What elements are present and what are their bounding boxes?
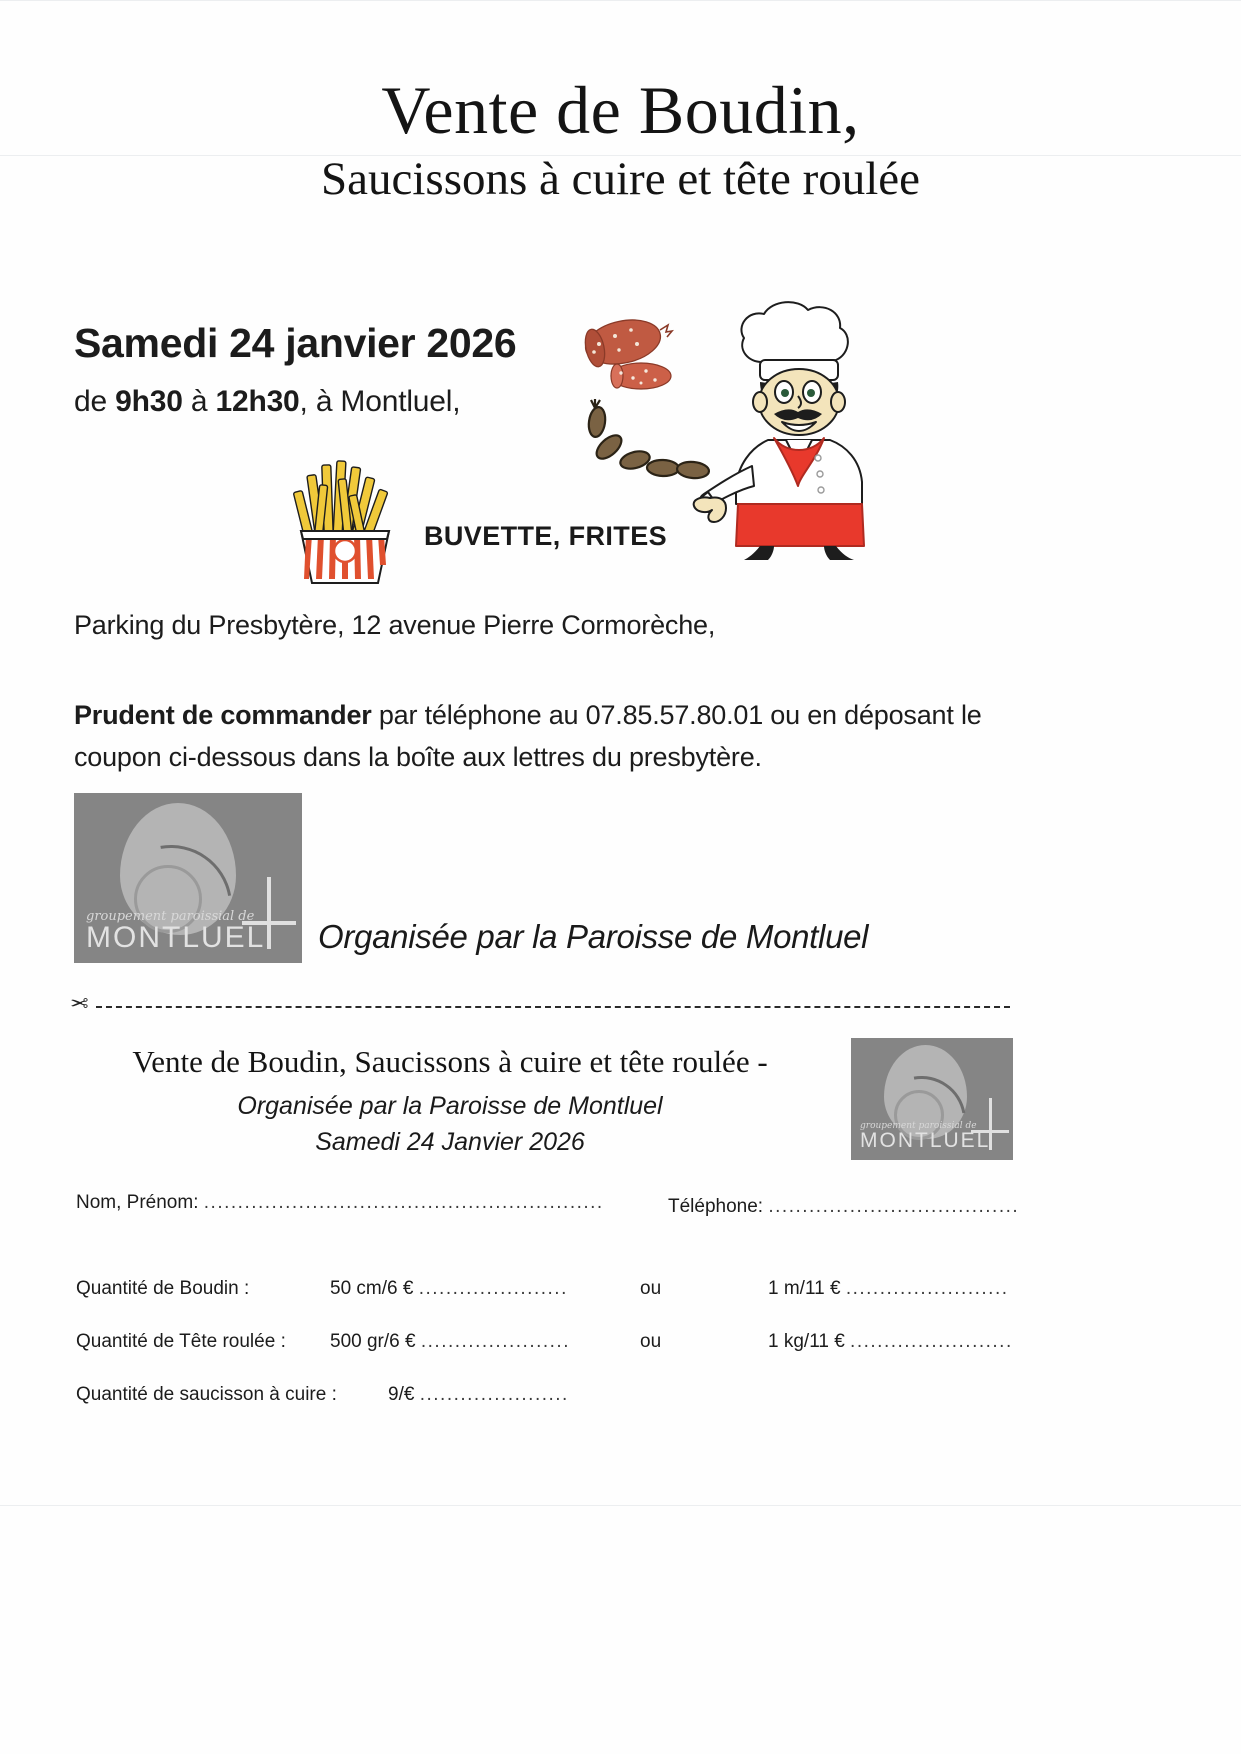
coupon-row-or: ou [640,1278,662,1299]
coupon-option-price: 500 gr/6 € [330,1331,416,1352]
coupon-name-dots: ........................................................... [203,1192,604,1213]
page-title: Vente de Boudin, [381,72,860,148]
logo-script-text: groupement paroissial de [86,909,255,924]
coupon-row-label: Quantité de Boudin : [76,1278,250,1299]
coupon-option-dots: ...................... [420,1331,570,1352]
coupon-option-price: 9/€ [388,1384,415,1405]
scissors-icon: ✂ [70,991,89,1016]
order-instructions [74,695,1034,779]
coupon-name-field[interactable] [76,1192,604,1214]
coupon-phone-field[interactable] [668,1196,1019,1218]
event-address: Parking du Presbytère, 12 avenue Pierre Cormorèche, [74,610,716,640]
page-subtitle: Saucissons à cuire et tête roulée [320,153,921,206]
poster-headline [0,72,1241,206]
coupon-row-option1[interactable] [330,1278,568,1300]
chef-illustration [690,290,950,560]
coupon-row-label: Quantité de Tête roulée : [76,1331,286,1352]
coupon-row-or: ou [640,1331,662,1352]
logo-script-text: groupement paroissial de [860,1121,977,1131]
order-instructions-emphasis: Prudent de commander [74,700,372,730]
fries-illustration [285,455,405,585]
coupon-option-price: 1 kg/11 € [768,1331,845,1352]
logo-name-text: MONTLUEL [86,921,266,954]
coupon-row-option2[interactable] [768,1278,1009,1300]
coupon-row-option1[interactable] [388,1384,569,1406]
event-date: Samedi 24 janvier 2026 [74,320,517,366]
coupon-option-dots: ...................... [418,1278,568,1299]
time-prefix: de [74,385,116,418]
coupon-row-label: Quantité de saucisson à cuire : [76,1384,337,1405]
cut-here-row [70,993,1010,1017]
coupon-name-label: Nom, Prénom: [76,1192,199,1213]
order-instructions-rest: par téléphone au 07.85.57.80.01 ou en déposant le coupon ci-dessous dans la boîte aux lettres du presbytère. [74,700,982,772]
time-start: 9h30 [115,385,183,418]
coupon-option-price: 50 cm/6 € [330,1278,414,1299]
coupon-title: Vente de Boudin, Saucissons à cuire et tête roulée - [132,1044,768,1079]
coupon-subtitle-date: Samedi 24 Janvier 2026 [315,1128,585,1156]
event-time-location [74,385,460,419]
organiser-line: Organisée par la Paroisse de Montluel [318,918,869,955]
time-end: 12h30 [215,385,300,418]
coupon-phone-dots: ..................................... [768,1196,1020,1217]
coupon-phone-label: Téléphone: [668,1196,764,1217]
scan-artifact-line [0,0,1241,1]
logo-name-text: MONTLUEL [860,1129,991,1152]
coupon-subtitle-organiser: Organisée par la Paroisse de Montluel [237,1092,663,1120]
coupon-option-dots: ........................ [845,1278,1009,1299]
parish-logo-coupon [851,1038,1013,1160]
buvette-label: BUVETTE, FRITES [424,521,668,551]
coupon-row-option2[interactable] [768,1331,1013,1353]
coupon-row-option1[interactable] [330,1331,570,1353]
parish-logo [74,793,302,963]
time-mid: à [182,385,216,418]
scan-artifact-line [0,1505,1241,1506]
cut-dashed-line [96,1006,1010,1008]
coupon-option-dots: ........................ [850,1331,1013,1352]
coupon-option-dots: ...................... [419,1384,569,1405]
time-suffix: , à Montluel, [299,385,461,418]
coupon-option-price: 1 m/11 € [768,1278,841,1299]
